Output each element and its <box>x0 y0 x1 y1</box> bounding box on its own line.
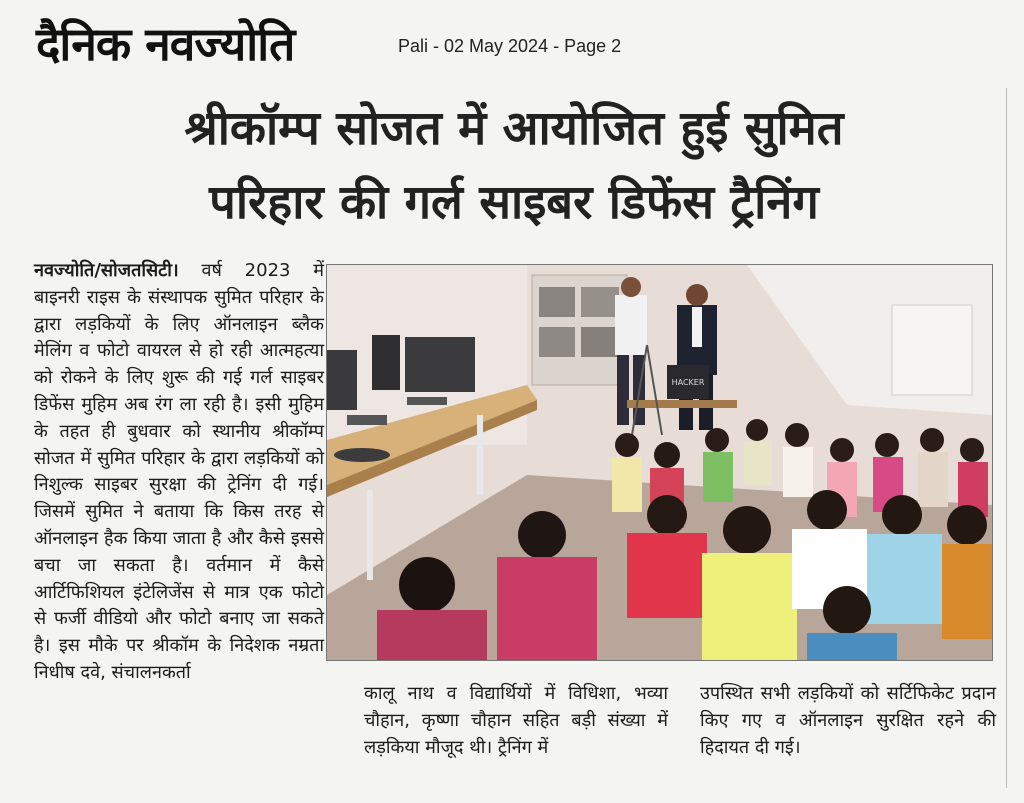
headline-line-1: श्रीकॉम्प सोजत में आयोजित हुई सुमित <box>184 101 844 156</box>
board-text: HACKER <box>671 378 705 387</box>
article-headline <box>40 92 988 240</box>
article-column-2 <box>364 680 668 761</box>
newspaper-masthead: दैनिक नवज्योति <box>36 17 295 71</box>
dateline: नवज्योति/सोजतसिटी। <box>34 260 179 281</box>
article-text-2: कालू नाथ व विद्यार्थियों में विधिशा, भव्या चौहान, कृष्णा चौहान सहित बड़ी संख्या में लड़किया मौजूद थी। ट्रैनिंग में <box>364 683 668 758</box>
column-divider <box>1006 88 1007 788</box>
article-column-3 <box>700 680 996 761</box>
classroom-photo <box>327 265 992 660</box>
article-text-1: वर्ष 2023 में बाइनरी राइस के संस्थापक सुमित परिहार के द्वारा लड़कियों के लिए ऑनलाइन ब्लैक मेलिंग व फोटो वायरल से हो रही आत्महत्या को रोकने के लिए शुरू की गई गर्ल साइबर डिफेंस मुहिम अब रंग ला रही है। इसी मुहिम के तहत ही बुधवार को स्थानीय श्रीकॉम्प सोजत में सुमित परिहार के द्वारा लड़कियों को निशुल्क साइबर सुरक्षा की ट्रेनिंग दी गई। जिसमें सुमित ने बताया कि किस तरह से ऑनलाइन हैक किया जाता है और कैसे इससे बचा जा सकता है। वर्तमान में कैसे आर्टिफिशियल इंटेलिजेंस से मात्र एक फोटो से फर्जी वीडियो और फोटो बनाए जा सकते है। इस मौके पर श्रीकॉम के निदेशक नम्रता निधीष दवे, संचालनकर्ता <box>34 260 324 683</box>
article-text-3: उपस्थित सभी लड़कियों को सर्टिफिकेट प्रदान किए गए व ऑनलाइन सुरक्षित रहने की हिदायत दी गई। <box>700 683 996 758</box>
article-column-1 <box>34 258 324 687</box>
edition-info: Pali - 02 May 2024 - Page 2 <box>398 36 622 56</box>
headline-line-2: परिहार की गर्ल साइबर डिफेंस ट्रैनिंग <box>209 175 819 230</box>
news-photo <box>326 264 993 661</box>
